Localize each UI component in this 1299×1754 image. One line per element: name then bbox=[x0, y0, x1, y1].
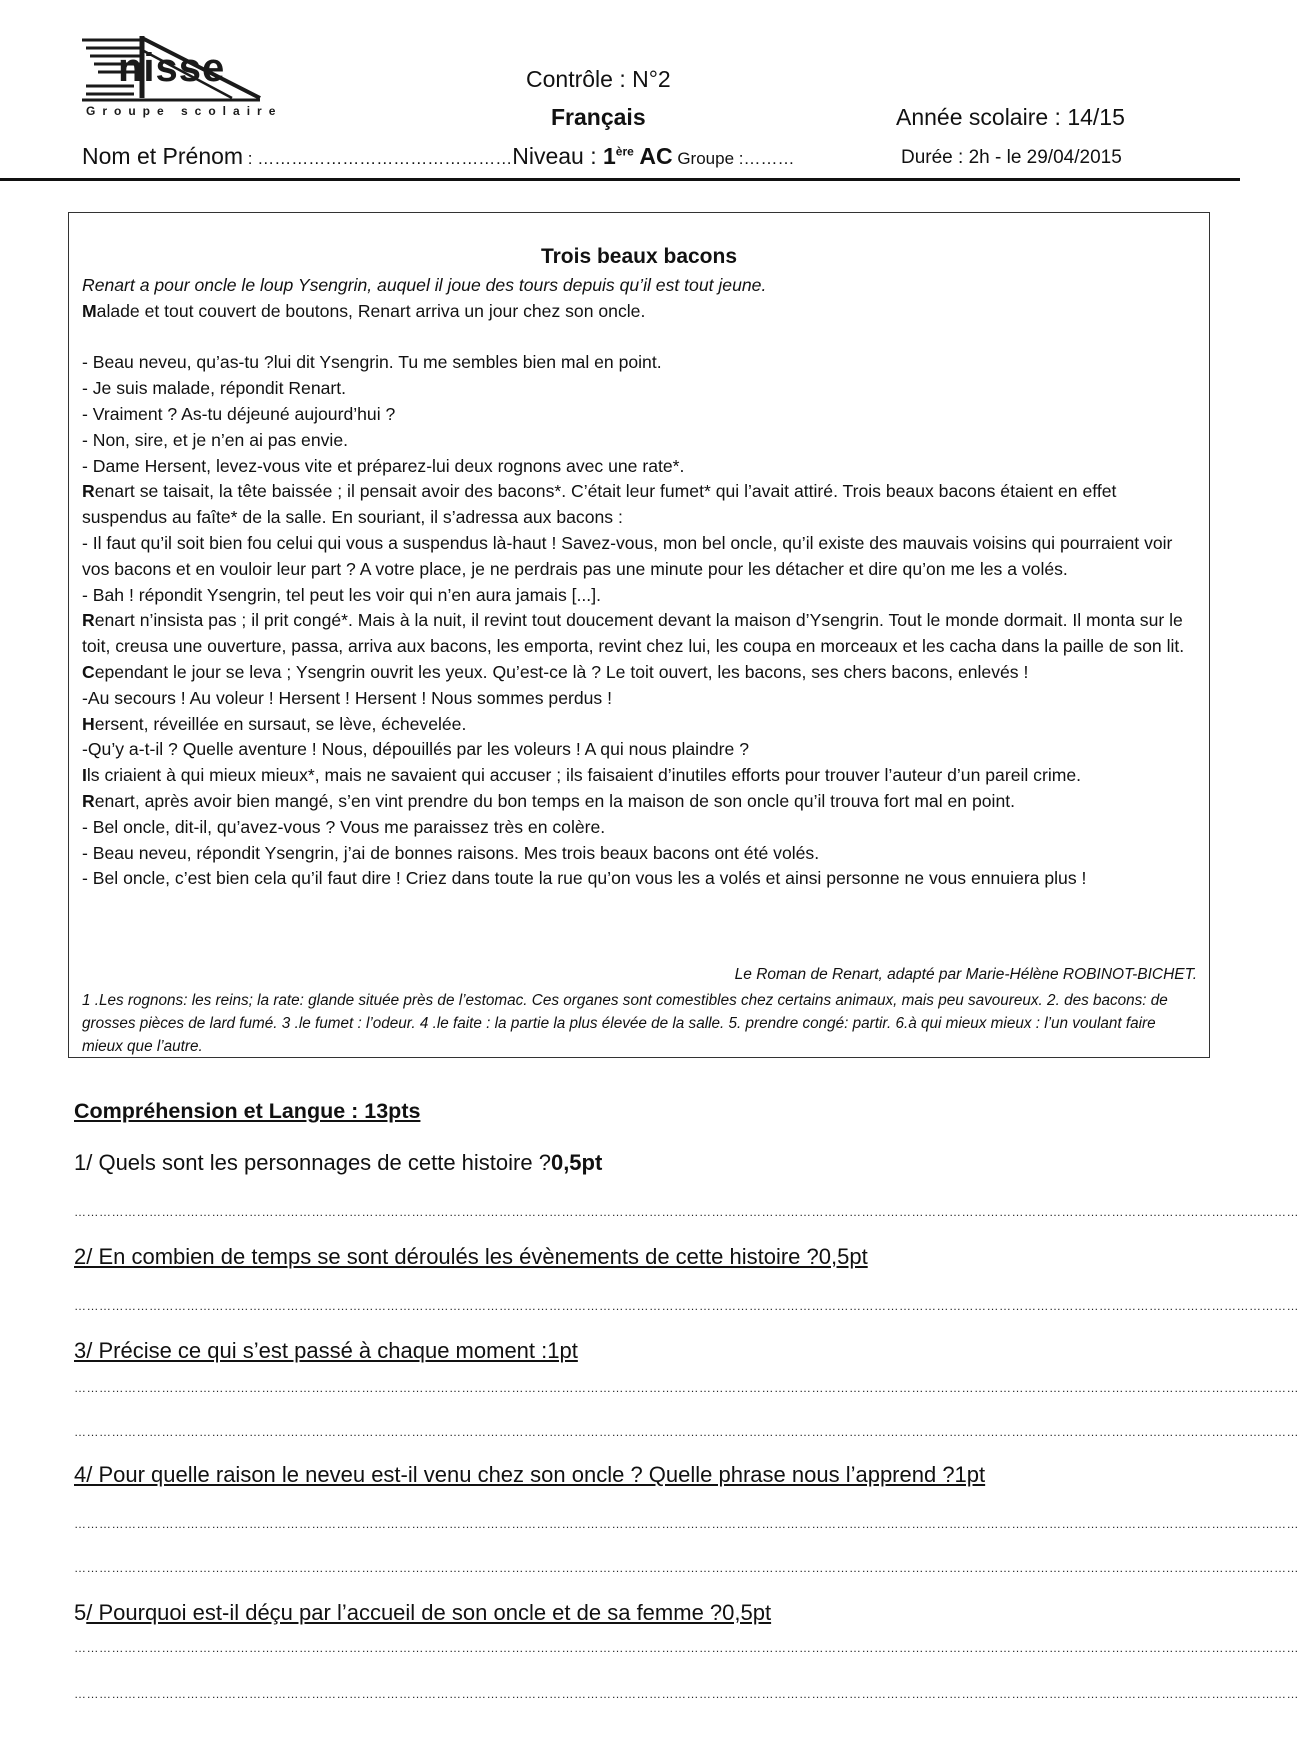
question-5 bbox=[74, 1600, 771, 1626]
story-paragraph: -Au secours ! Au voleur ! Hersent ! Hersent ! Nous sommes perdus ! bbox=[82, 687, 612, 708]
exam-number: Contrôle : N°2 bbox=[526, 66, 671, 92]
story-paragraph: Renart, après avoir bien mangé, s’en vint prendre du bon temps en la maison de son oncle qu’il trouva fort mal en point. bbox=[82, 790, 1016, 811]
story-paragraph: - Vraiment ? As-tu déjeuné aujourd’hui ? bbox=[82, 403, 396, 424]
subject: Français bbox=[551, 104, 646, 130]
answer-line-3a[interactable]: …………………………………………………………………………………………………………………………………………………………………………………………………………………………………………………………………… bbox=[74, 1381, 1299, 1395]
answer-line-4b[interactable]: …………………………………………………………………………………………………………………………………………………………………………………………………………………………………………………………………… bbox=[74, 1561, 1299, 1575]
question-3: 3/ Précise ce qui s’est passé à chaque moment :1pt bbox=[74, 1338, 578, 1363]
story-paragraph: Malade et tout couvert de boutons, Renart arriva un jour chez son oncle. bbox=[82, 300, 646, 321]
logo-subtitle: Groupe scolaire bbox=[86, 104, 283, 118]
level-label: Niveau : bbox=[512, 143, 603, 169]
question-1-points: 0,5pt bbox=[550, 1150, 603, 1175]
answer-line-3b[interactable]: …………………………………………………………………………………………………………………………………………………………………………………………………………………………………………………………………… bbox=[74, 1425, 1299, 1439]
level-superscript: ère bbox=[615, 144, 634, 159]
story-body bbox=[82, 273, 1197, 892]
story-paragraph: Cependant le jour se leva ; Ysengrin ouvrit les yeux. Qu’est-ce là ? Le toit ouvert, les bacons, ses chers bacons, enlevés ! bbox=[82, 661, 1029, 682]
story-paragraph: Renart n’insista pas ; il prit congé*. Mais à la nuit, il revint tout doucement devant la maison d’Ysengrin. Tout le monde dormait. Il monta sur le toit, creusa une ouverture, passa, arriva aux bacons, les emporta, revint chez lui, les coupa en morceaux et les cacha dans la paille de son lit. bbox=[82, 610, 1185, 657]
reading-text-box bbox=[68, 212, 1210, 1058]
student-info-row bbox=[82, 143, 794, 170]
story-paragraph: Ils criaient à qui mieux mieux*, mais ne savaient qui accuser ; ils faisaient d’inutiles efforts pour trouver l’auteur d’un pareil crime. bbox=[82, 765, 1082, 786]
story-paragraph: -Qu’y a-t-il ? Quelle aventure ! Nous, dépouillés par les voleurs ! A qui nous plaindre ? bbox=[82, 739, 749, 760]
story-paragraph: - Dame Hersent, levez-vous vite et préparez-lui deux rognons avec une rate*. bbox=[82, 455, 685, 476]
story-paragraph: - Beau neveu, répondit Ysengrin, j’ai de bonnes raisons. Mes trois beaux bacons ont été volés. bbox=[82, 842, 820, 863]
answer-line-1[interactable]: …………………………………………………………………………………………………………………………………………………………………………………………………………………………………………………………………… bbox=[74, 1205, 1299, 1219]
story-paragraph: - Bah ! répondit Ysengrin, tel peut les voir qui n’en aura jamais [...]. bbox=[82, 584, 601, 605]
story-paragraph: - Bel oncle, dit-il, qu’avez-vous ? Vous me paraissez très en colère. bbox=[82, 816, 606, 837]
exam-header bbox=[0, 0, 1240, 182]
question-1-text: 1/ Quels sont les personnages de cette histoire ? bbox=[74, 1150, 551, 1175]
school-logo bbox=[82, 36, 292, 126]
story-paragraph: Renart se taisait, la tête baissée ; il pensait avoir des bacons*. C’était leur fumet* qui l’avait attiré. Trois beaux bacons étaient en effet suspendus au faîte* de la salle. En souriant, il s’adressa aux bacons : bbox=[82, 481, 1117, 528]
name-field[interactable]: : ……………………………………… bbox=[243, 149, 513, 168]
school-year: Année scolaire : 14/15 bbox=[896, 104, 1125, 130]
story-paragraph: - Non, sire, et je n’en ai pas envie. bbox=[82, 429, 349, 450]
text-title: Trois beaux bacons bbox=[540, 245, 738, 268]
text-source: Le Roman de Renart, adapté par Marie-Hélène ROBINOT-BICHET. bbox=[734, 966, 1197, 983]
answer-line-5a[interactable]: …………………………………………………………………………………………………………………………………………………………………………………………………………………………………………………………………… bbox=[74, 1641, 1299, 1655]
paragraph-gap bbox=[82, 325, 1197, 351]
question-1 bbox=[74, 1150, 602, 1176]
level-suffix: AC bbox=[633, 143, 673, 169]
name-label: Nom et Prénom bbox=[82, 143, 244, 169]
header-divider bbox=[0, 178, 1240, 181]
duration-date: Durée : 2h - le 29/04/2015 bbox=[901, 147, 1122, 168]
vocabulary-notes: 1 .Les rognons: les reins; la rate: glande située près de l’estomac. Ces organes sont comestibles chez certains animaux, mais peu savoureux. 2. des bacons: de grosses pièces de lard fumé. 3 .le fumet : l’odeur. 4 .le faite : la partie la plus élevée de la salle. 5. prendre congé: partir. 6.à qui mieux mieux : l’un voulant faire mieux que l’autre. bbox=[82, 992, 1168, 1055]
question-2: 2/ En combien de temps se sont déroulés les évènements de cette histoire ?0,5pt bbox=[74, 1244, 868, 1269]
answer-line-4a[interactable]: …………………………………………………………………………………………………………………………………………………………………………………………………………………………………………………………………… bbox=[74, 1517, 1299, 1531]
story-paragraph: - Il faut qu’il soit bien fou celui qui vous a suspendus là-haut ! Savez-vous, mon bel oncle, qu’il existe des mauvais voisins qui pourraient voir vos bacons et en vouloir leur part ? A votre place, je ne perdrais pas une minute pour les détacher et dire qu’on me les a volés. bbox=[82, 532, 1173, 579]
story-paragraph: - Je suis malade, répondit Renart. bbox=[82, 378, 347, 399]
question-4: 4/ Pour quelle raison le neveu est-il venu chez son oncle ? Quelle phrase nous l’apprend ?1pt bbox=[74, 1462, 986, 1487]
story-paragraph: Hersent, réveillée en sursaut, se lève, échevelée. bbox=[82, 713, 467, 734]
section-title: Compréhension et Langue : 13pts bbox=[74, 1099, 421, 1123]
group-field[interactable]: Groupe :……… bbox=[672, 149, 795, 168]
question-5-text: / Pourquoi est-il déçu par l’accueil de son oncle et de sa femme ?0,5pt bbox=[86, 1600, 772, 1625]
level-number: 1 bbox=[603, 143, 616, 169]
question-5-number: 5 bbox=[74, 1600, 87, 1625]
story-paragraph: - Beau neveu, qu’as-tu ?lui dit Ysengrin. Tu me sembles bien mal en point. bbox=[82, 352, 662, 373]
story-paragraph: - Bel oncle, c’est bien cela qu’il faut dire ! Criez dans toute la rue qu’on vous les a volés et ainsi personne ne vous ennuiera plus ! bbox=[82, 868, 1087, 889]
answer-line-2[interactable]: …………………………………………………………………………………………………………………………………………………………………………………………………………………………………………………………………… bbox=[74, 1299, 1299, 1313]
logo-name: nisse bbox=[118, 46, 226, 90]
answer-line-5b[interactable]: …………………………………………………………………………………………………………………………………………………………………………………………………………………………………………………………………… bbox=[74, 1687, 1299, 1701]
story-intro: Renart a pour oncle le loup Ysengrin, auquel il joue des tours depuis qu’il est tout jeune. bbox=[82, 275, 767, 295]
